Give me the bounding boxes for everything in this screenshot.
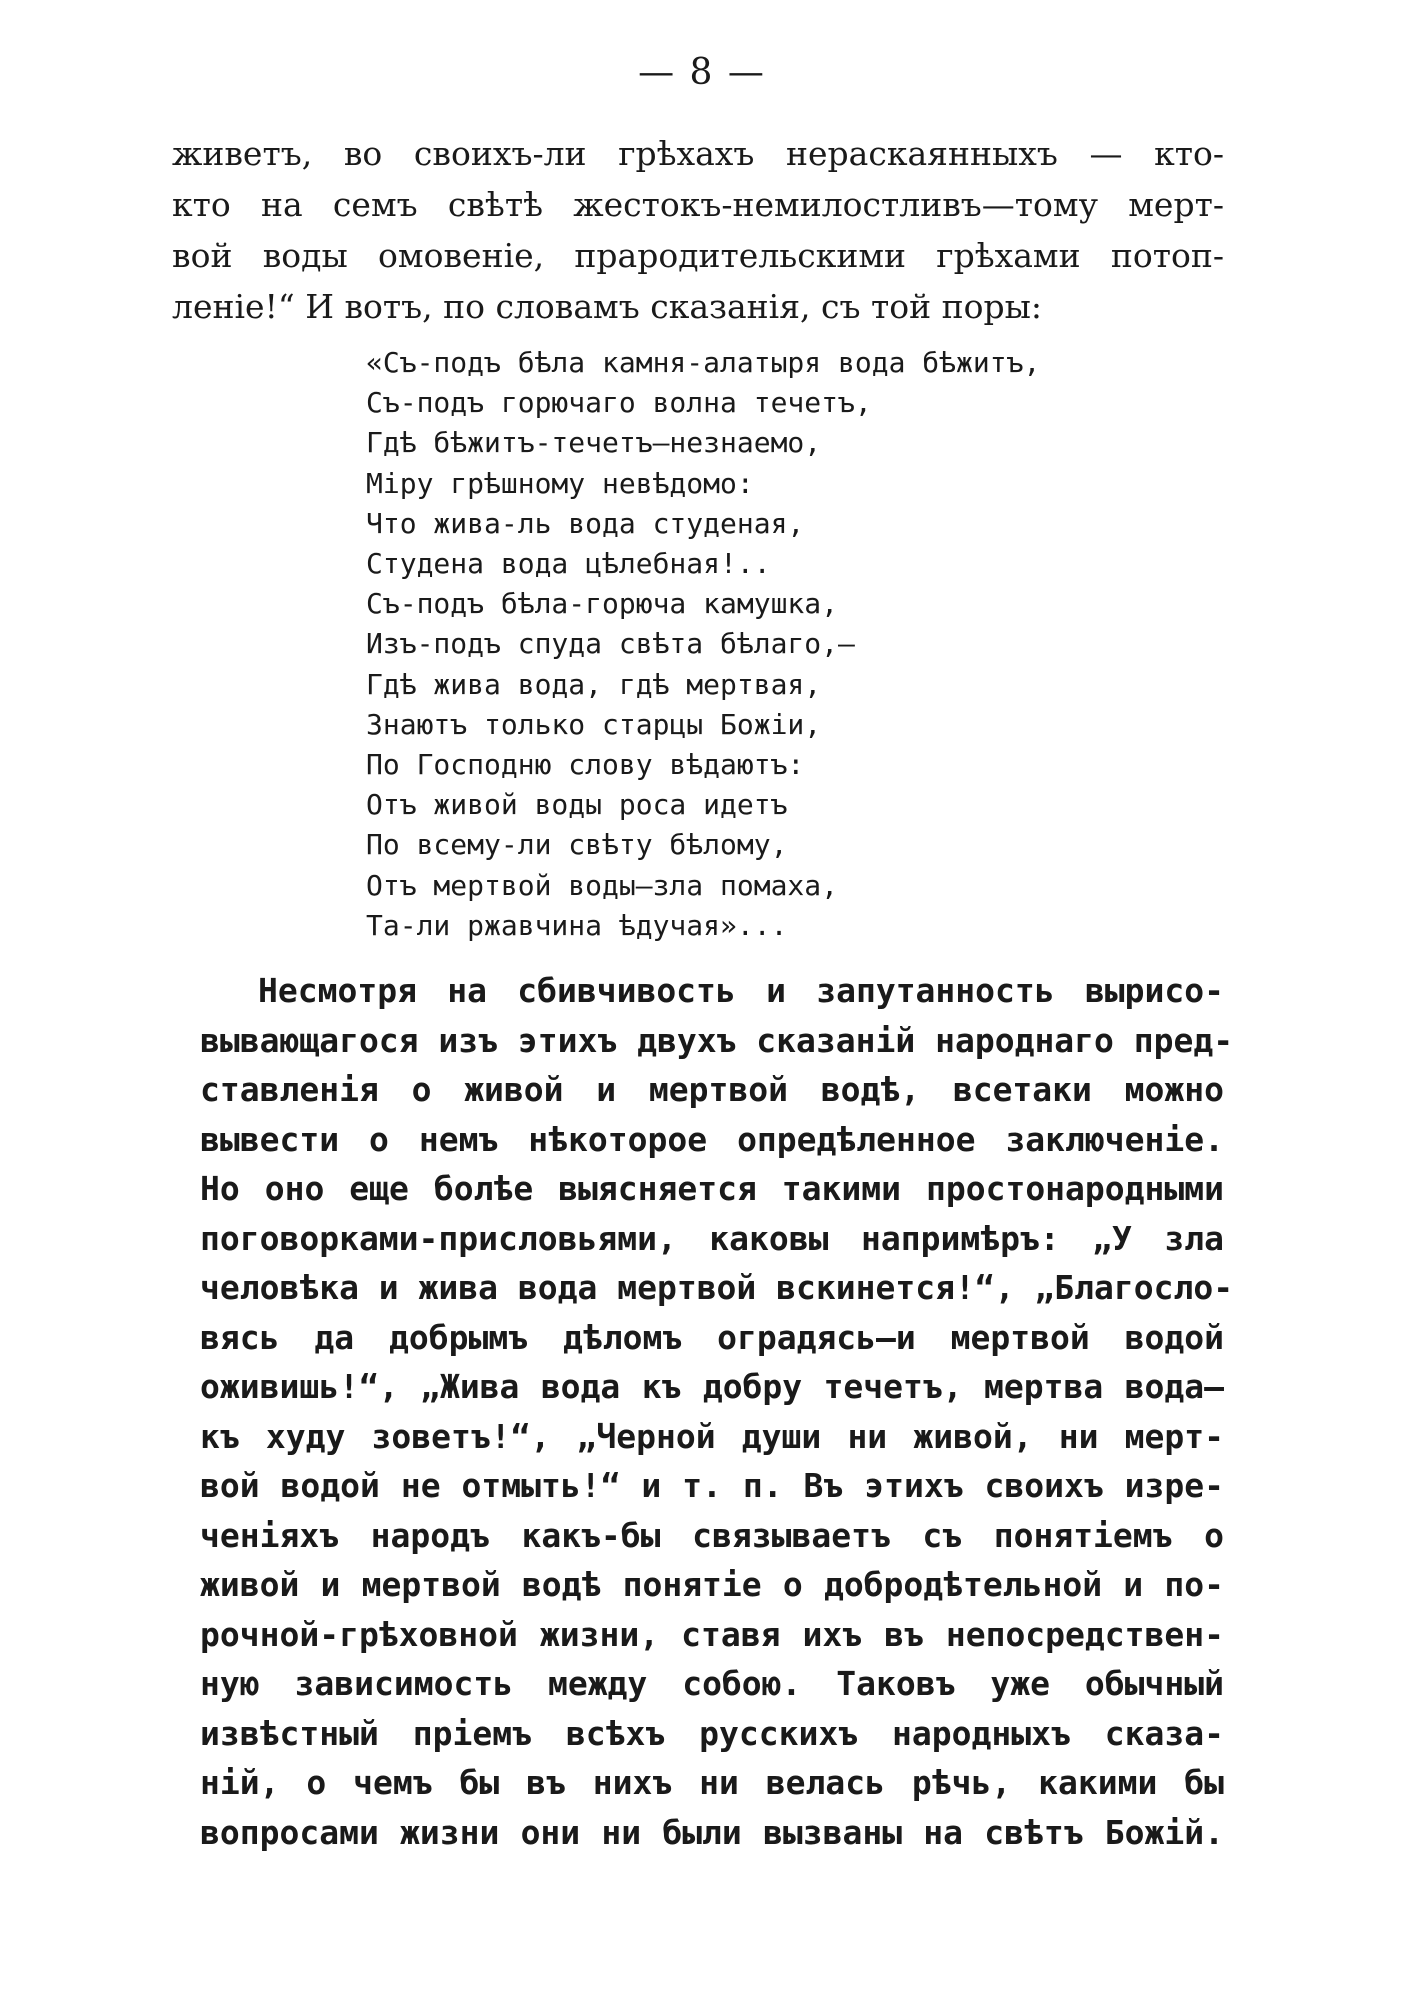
paragraph-line: оживишь!“, „Жива вода къ добру течетъ, мертва вода—	[200, 1367, 1224, 1406]
verse-line: Съ-подъ горючаго волна течетъ,	[366, 386, 872, 420]
paragraph-line: ставленія о живой и мертвой водѣ, всетаки можно	[200, 1070, 1224, 1109]
paragraph-line: вывающагося изъ этихъ двухъ сказаній народнаго пред-	[200, 1020, 1234, 1060]
verse-line: «Съ-подъ бѣла камня-алатыря вода бѣжитъ,	[366, 346, 1041, 379]
paragraph-line: вясь да добрымъ дѣломъ оградясь—и мертвой водой	[200, 1317, 1224, 1357]
paragraph-line: ній, о чемъ бы въ нихъ ни велась рѣчь, какими бы	[200, 1763, 1224, 1802]
verse-line: Отъ живой воды роса идетъ	[366, 788, 788, 822]
intro-paragraph	[172, 128, 1224, 332]
verse-line: Что жива-ль вода студеная,	[366, 506, 805, 540]
verse-line: Гдѣ бѣжитъ-течетъ—незнаемо,	[366, 426, 822, 460]
paragraph-line: живой и мертвой водѣ понятіе о добродѣтельной и по-	[200, 1565, 1224, 1604]
verse-line: Гдѣ жива вода, гдѣ мертвая,	[366, 667, 822, 701]
paragraph-line: рочной-грѣховной жизни, ставя ихъ въ непосредствен-	[200, 1614, 1224, 1654]
paragraph-line: вопросами жизни они ни были вызваны на свѣтъ Божій.	[200, 1812, 1224, 1852]
paragraph-line: къ худу зоветъ!“, „Черной души ни живой, ни мерт-	[200, 1416, 1224, 1456]
paragraph-line: ченіяхъ народъ какъ-бы связываетъ съ понятіемъ о	[200, 1515, 1224, 1555]
intro-line: леніе!“ И вотъ, по словамъ сказанія, съ той поры:	[172, 287, 1042, 326]
intro-line: вой воды омовеніе, прародительскими грѣхами потоп-	[172, 236, 1224, 275]
paragraph-line: ную зависимость между собою. Таковъ уже обычный	[200, 1664, 1224, 1703]
paragraph-line: человѣка и жива вода мертвой вскинется!“, „Благосло-	[200, 1268, 1234, 1307]
intro-line: живетъ, во своихъ-ли грѣхахъ нераскаянныхъ — кто-	[172, 134, 1224, 173]
paragraph-line: извѣстный пріемъ всѣхъ русскихъ народныхъ сказа-	[200, 1713, 1224, 1753]
verse-line: Міру грѣшному невѣдомо:	[366, 466, 754, 500]
intro-line: кто на семъ свѣтѣ жестокъ-немилостливъ—тому мерт-	[172, 185, 1224, 224]
page-number: — 8 —	[638, 52, 766, 93]
verse-block	[366, 343, 1086, 946]
verse-line: Съ-подъ бѣла-горюча камушка,	[366, 587, 839, 621]
paragraph-line: Несмотря на сбивчивость и запутанность вырисо-	[258, 971, 1224, 1010]
verse-line: По Господню слову вѣдаютъ:	[366, 748, 805, 782]
main-paragraph	[200, 966, 1234, 1857]
paragraph-line: вой водой не отмыть!“ и т. п. Въ этихъ своихъ изре-	[200, 1466, 1224, 1505]
verse-line: По всему-ли свѣту бѣлому,	[366, 828, 788, 862]
paragraph-line: вывести о немъ нѣкоторое опредѣленное заключеніе.	[200, 1119, 1224, 1159]
verse-line: Изъ-подъ спуда свѣта бѣлаго,—	[366, 627, 855, 661]
verse-line: Отъ мертвой воды—зла помаха,	[366, 868, 839, 902]
verse-line: Та-ли ржавчина ѣдучая»...	[366, 908, 788, 942]
paragraph-line: поговорками-присловьями, каковы напримѣръ: „У зла	[200, 1218, 1224, 1258]
paragraph-line: Но оно еще болѣе выясняется такими простонародными	[200, 1169, 1224, 1208]
verse-line: Знаютъ только старцы Божіи,	[366, 707, 822, 741]
verse-line: Студена вода цѣлебная!..	[366, 547, 771, 581]
